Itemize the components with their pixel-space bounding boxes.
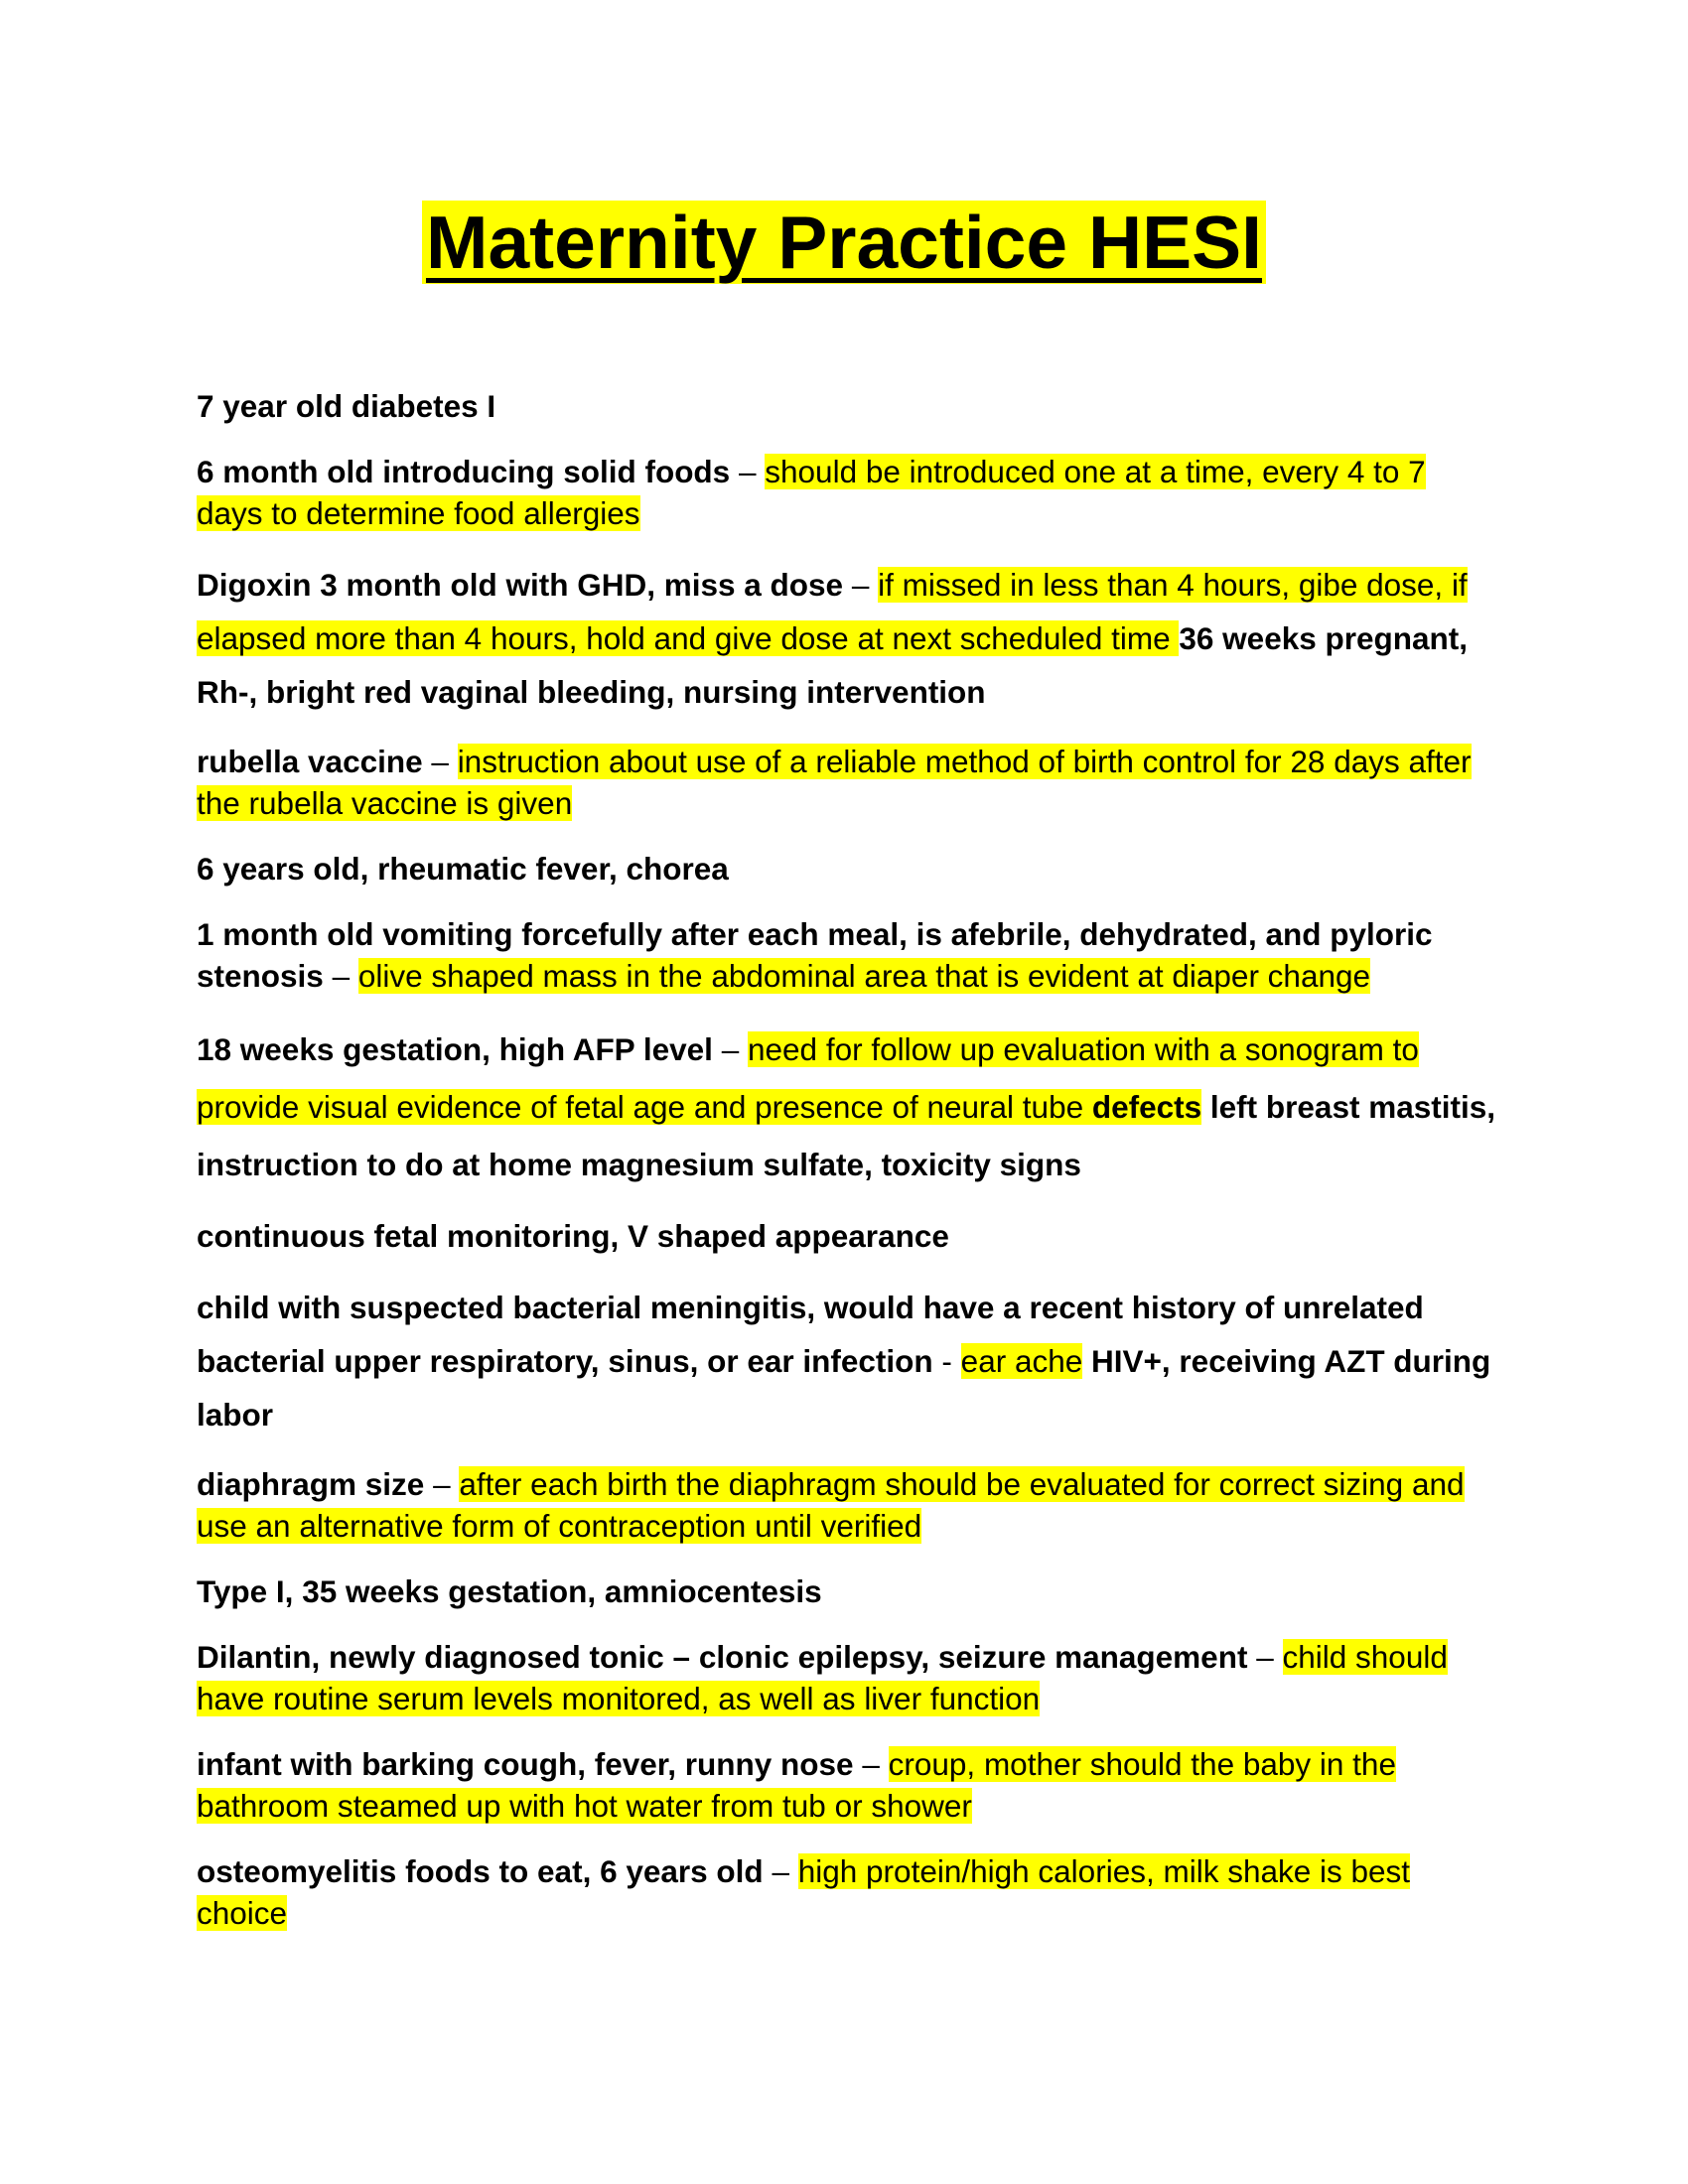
note-question: 1 month old vomiting forcefully after each meal, is afebrile, dehydrated, and pyloric stenosis — [197, 916, 1433, 994]
separator-dash: – — [862, 1746, 880, 1782]
note-entry — [197, 1021, 1497, 1193]
note-answer: after each birth the diaphragm should be evaluated for correct sizing and use an alternative form of contraception until verified — [197, 1466, 1465, 1544]
separator-hyphen: - — [941, 1343, 952, 1379]
note-question: HIV+, receiving AZT during labor — [197, 1343, 1491, 1433]
note-question: 6 month old introducing solid foods — [197, 454, 731, 489]
note-answer: instruction about use of a reliable method of birth control for 28 days after the rubella vaccine is given — [197, 744, 1472, 821]
note-answer: olive shaped mass in the abdominal area that is evident at diaper change — [357, 958, 1371, 994]
note-question: Digoxin 3 month old with GHD, miss a dose — [197, 567, 844, 603]
note-entry — [197, 1636, 1497, 1719]
note-entry — [197, 1850, 1497, 1934]
note-question: 36 weeks pregnant, Rh-, bright red vaginal bleeding, nursing intervention — [197, 620, 1469, 710]
note-answer: should be introduced one at a time, every 4 to 7 days to determine food allergies — [197, 454, 1426, 531]
note-answer: need for follow up evaluation with a sonogram to provide visual evidence of fetal age and presence of neural tube — [197, 1031, 1419, 1125]
notes-body — [197, 385, 1497, 1958]
note-question: rubella vaccine — [197, 744, 423, 779]
note-question: left breast mastitis, instruction to do at home magnesium sulfate, toxicity signs — [197, 1089, 1496, 1182]
note-question: child with suspected bacterial meningitis, would have a recent history of unrelated bacterial upper respiratory, sinus, or ear infection — [197, 1290, 1424, 1379]
note-question: Type I, 35 weeks gestation, amniocentesis — [197, 1573, 822, 1609]
note-answer: croup, mother should the baby in the bathroom steamed up with hot water from tub or shower — [197, 1746, 1396, 1824]
separator-dash: – — [738, 454, 757, 489]
separator-dash: – — [721, 1031, 740, 1067]
note-entry — [197, 1281, 1497, 1441]
note-answer-bold: defects — [1091, 1089, 1202, 1125]
note-entry — [197, 385, 1497, 427]
note-question: Dilantin, newly diagnosed tonic – clonic epilepsy, seizure management — [197, 1639, 1248, 1675]
note-entry — [197, 451, 1497, 534]
note-question: continuous fetal monitoring, V shaped appearance — [197, 1218, 949, 1254]
note-question: infant with barking cough, fever, runny nose — [197, 1746, 854, 1782]
note-entry — [197, 913, 1497, 997]
note-answer: high protein/high calories, milk shake is best choice — [197, 1853, 1411, 1931]
separator-dash: – — [431, 744, 449, 779]
note-question: diaphragm size — [197, 1466, 425, 1502]
separator-dash: – — [851, 567, 870, 603]
note-entry — [197, 1570, 1497, 1612]
note-question: 18 weeks gestation, high AFP level — [197, 1031, 713, 1067]
note-question: 6 years old, rheumatic fever, chorea — [197, 851, 729, 887]
note-answer: if missed in less than 4 hours, gibe dose, if elapsed more than 4 hours, hold and give dose at next scheduled time — [197, 567, 1468, 656]
note-answer: child should have routine serum levels monitored, as well as liver function — [197, 1639, 1448, 1716]
separator-dash: – — [1256, 1639, 1274, 1675]
title-text: Maternity Practice HESI — [422, 201, 1266, 284]
note-entry — [197, 558, 1497, 719]
note-entry — [197, 741, 1497, 824]
note-entry — [197, 848, 1497, 889]
note-entry — [197, 1463, 1497, 1547]
page-title — [0, 197, 1688, 288]
separator-dash: – — [433, 1466, 451, 1502]
note-answer: ear ache — [960, 1343, 1083, 1379]
note-question: 7 year old diabetes I — [197, 388, 496, 424]
note-question: osteomyelitis foods to eat, 6 years old — [197, 1853, 764, 1889]
separator-dash: – — [332, 958, 351, 994]
note-entry — [197, 1743, 1497, 1827]
note-entry — [197, 1215, 1497, 1257]
separator-dash: – — [772, 1853, 789, 1889]
